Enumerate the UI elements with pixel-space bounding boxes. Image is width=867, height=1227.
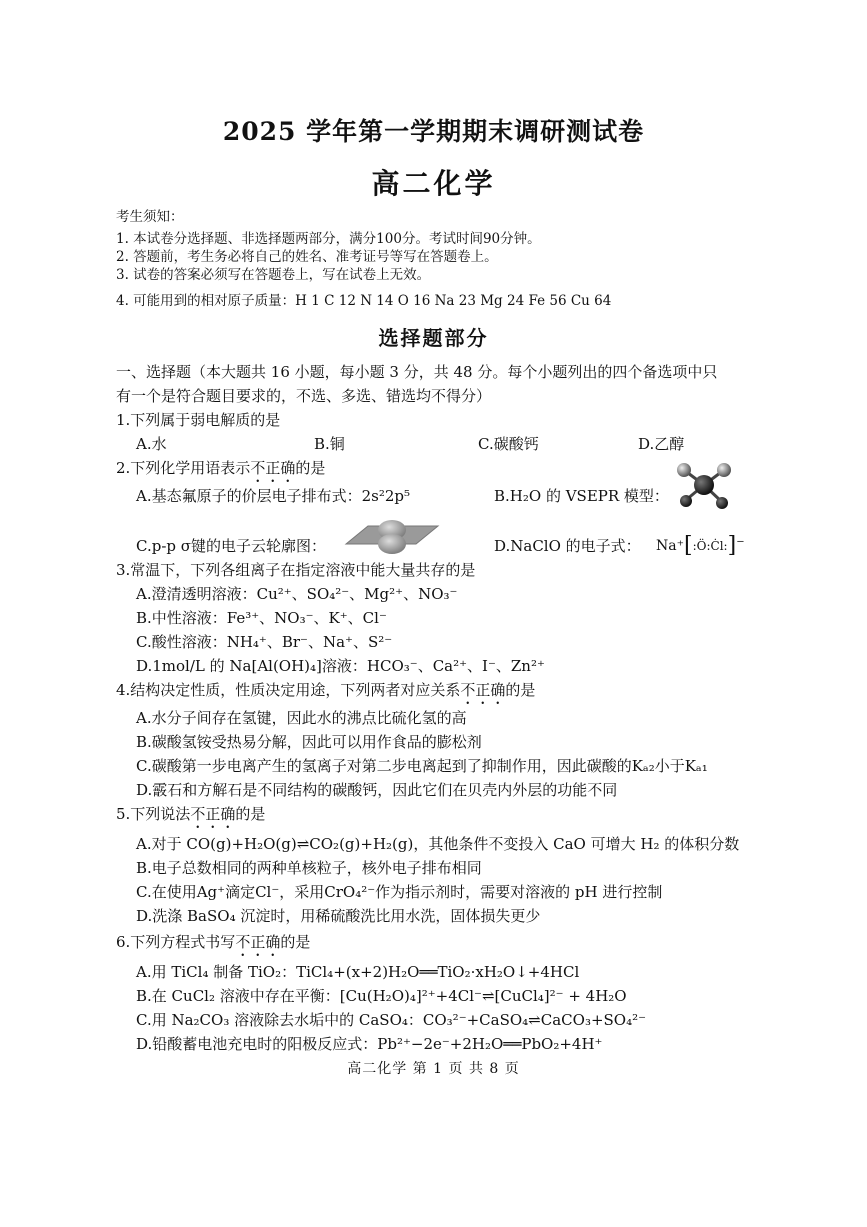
q6-option-d: D.铅酸蓄电池充电时的阳极反应式：Pb²⁺−2e⁻+2H₂O══PbO₂+4H⁺ [136,1035,603,1053]
q1-option-d: D.乙醇 [638,435,685,453]
q1-option-c: C.碳酸钙 [478,435,539,453]
q6-option-a: A.用 TiCl₄ 制备 TiO₂：TiCl₄+(x+2)H₂O══TiO₂·xH₂O↓+4HCl [136,963,580,981]
q2-option-c: C.p-p σ键的电子云轮廓图： [136,537,326,555]
q6-stem-emphasis: 不正确 [235,933,281,951]
page-footer: 高二化学 第 1 页 共 8 页 [347,1061,520,1077]
exam-title: 2025 学年第一学期期末调研测试卷 [222,117,645,146]
q1-option-a: A.水 [136,435,167,453]
q2-stem-post: 的是 [295,459,326,477]
q3-option-a: A.澄清透明溶液：Cu²⁺、SO₄²⁻、Mg²⁺、NO₃⁻ [136,585,458,603]
q5-stem-emphasis: 不正确 [190,805,236,823]
q4-stem-pre: 4.结构决定性质，性质决定用途，下列两者对应关系 [116,681,461,699]
q3-stem: 3.常温下，下列各组离子在指定溶液中能大量共存的是 [116,561,476,579]
q2-option-d: D.NaClO 的电子式： [494,537,641,555]
q5-option-b: B.电子总数相同的两种单核粒子，核外电子排布相同 [136,859,482,877]
q3-option-c: C.酸性溶液：NH₄⁺、Br⁻、Na⁺、S²⁻ [136,633,393,651]
q4-option-c: C.碳酸第一步电离产生的氢离子对第二步电离起到了抑制作用，因此碳酸的Kₐ₂小于Kₐ₁ [136,757,708,775]
q2-option-a-formula: 2s²2p⁵ [361,487,411,505]
q4-stem [116,680,535,708]
q4-option-a: A.水分子间存在氢键，因此水的沸点比硫化氢的高 [136,709,467,727]
q5-stem-pre: 5.下列说法 [116,805,191,823]
q5-stem-post: 的是 [235,805,266,823]
vsepr-model-image [672,460,736,510]
q2-stem [116,458,325,486]
q2-option-a-label: A.基态氟原子的价层电子排布式： [136,487,362,505]
subject-title: 高二化学 [371,167,496,200]
notice-heading: 考生须知： [116,209,184,225]
q6-stem-post: 的是 [280,933,311,951]
q3-option-b: B.中性溶液：Fe³⁺、NO₃⁻、K⁺、Cl⁻ [136,609,387,627]
q2-stem-emphasis: 不正确 [250,459,296,477]
q6-stem [116,932,310,960]
q2-option-a [136,486,410,506]
q5-option-c: C.在使用Ag⁺滴定Cl⁻，采用CrO₄²⁻作为指示剂时，需要对溶液的 pH 进行控制 [136,883,663,901]
q5-stem [116,804,265,832]
notice-item-2: 2. 答题前，考生务必将自己的姓名、准考证号等写在答题卷上。 [116,249,498,265]
q4-stem-post: 的是 [505,681,536,699]
q5-option-d: D.洗涤 BaSO₄ 沉淀时，用稀硫酸洗比用水洗，固体损失更少 [136,907,541,925]
q2-option-b: B.H₂O 的 VSEPR 模型： [494,487,669,505]
q4-stem-emphasis: 不正确 [460,681,506,699]
q1-option-b: B.铜 [314,435,345,453]
q4-option-b: B.碳酸氢铵受热易分解，因此可以用作食品的膨松剂 [136,733,482,751]
notice-item-3: 3. 试卷的答案必须写在答题卷上，写在试卷上无效。 [116,267,431,283]
q1-stem: 1.下列属于弱电解质的是 [116,411,281,429]
q6-stem-pre: 6.下列方程式书写 [116,933,236,951]
notice-item-4: 4. 可能用到的相对原子质量：H 1 C 12 N 14 O 16 Na 23 Mg 24 Fe 56 Cu 64 [116,293,612,309]
q3-option-d: D.1mol/L 的 Na[Al(OH)₄]溶液：HCO₃⁻、Ca²⁺、I⁻、Zn²⁺ [136,657,545,675]
q2-stem-pre: 2.下列化学用语表示 [116,459,251,477]
section-intro-line-2: 有一个是符合题目要求的，不选、多选、错选均不得分） [116,387,492,405]
q4-option-d: D.霰石和方解石是不同结构的碳酸钙，因此它们在贝壳内外层的功能不同 [136,781,618,799]
notice-item-1: 1. 本试卷分选择题、非选择题两部分，满分100分。考试时间90分钟。 [116,231,541,247]
section-title: 选择题部分 [378,326,489,350]
q5-option-a: A.对于 CO(g)+H₂O(g)⇌CO₂(g)+H₂(g)，其他条件不变投入 CaO 可增大 H₂ 的体积分数 [136,835,740,853]
na-ion: Na⁺ [656,538,684,554]
p-p-sigma-orbital-image [344,512,440,556]
section-intro-line-1: 一、选择题（本大题共 16 小题，每小题 3 分，共 48 分。每个小题列出的四个备选项中只 [116,363,718,381]
q6-option-c: C.用 Na₂CO₃ 溶液除去水垢中的 CaSO₄：CO₃²⁻+CaSO₄⇌CaCO₃+SO₄²⁻ [136,1011,647,1029]
naclo-electron-formula: Na⁺[:Ö:Ċl:]− [656,533,745,558]
q6-option-b: B.在 CuCl₂ 溶液中存在平衡：[Cu(H₂O)₄]²⁺+4Cl⁻⇌[CuCl₄]²⁻ + 4H₂O [136,987,627,1005]
